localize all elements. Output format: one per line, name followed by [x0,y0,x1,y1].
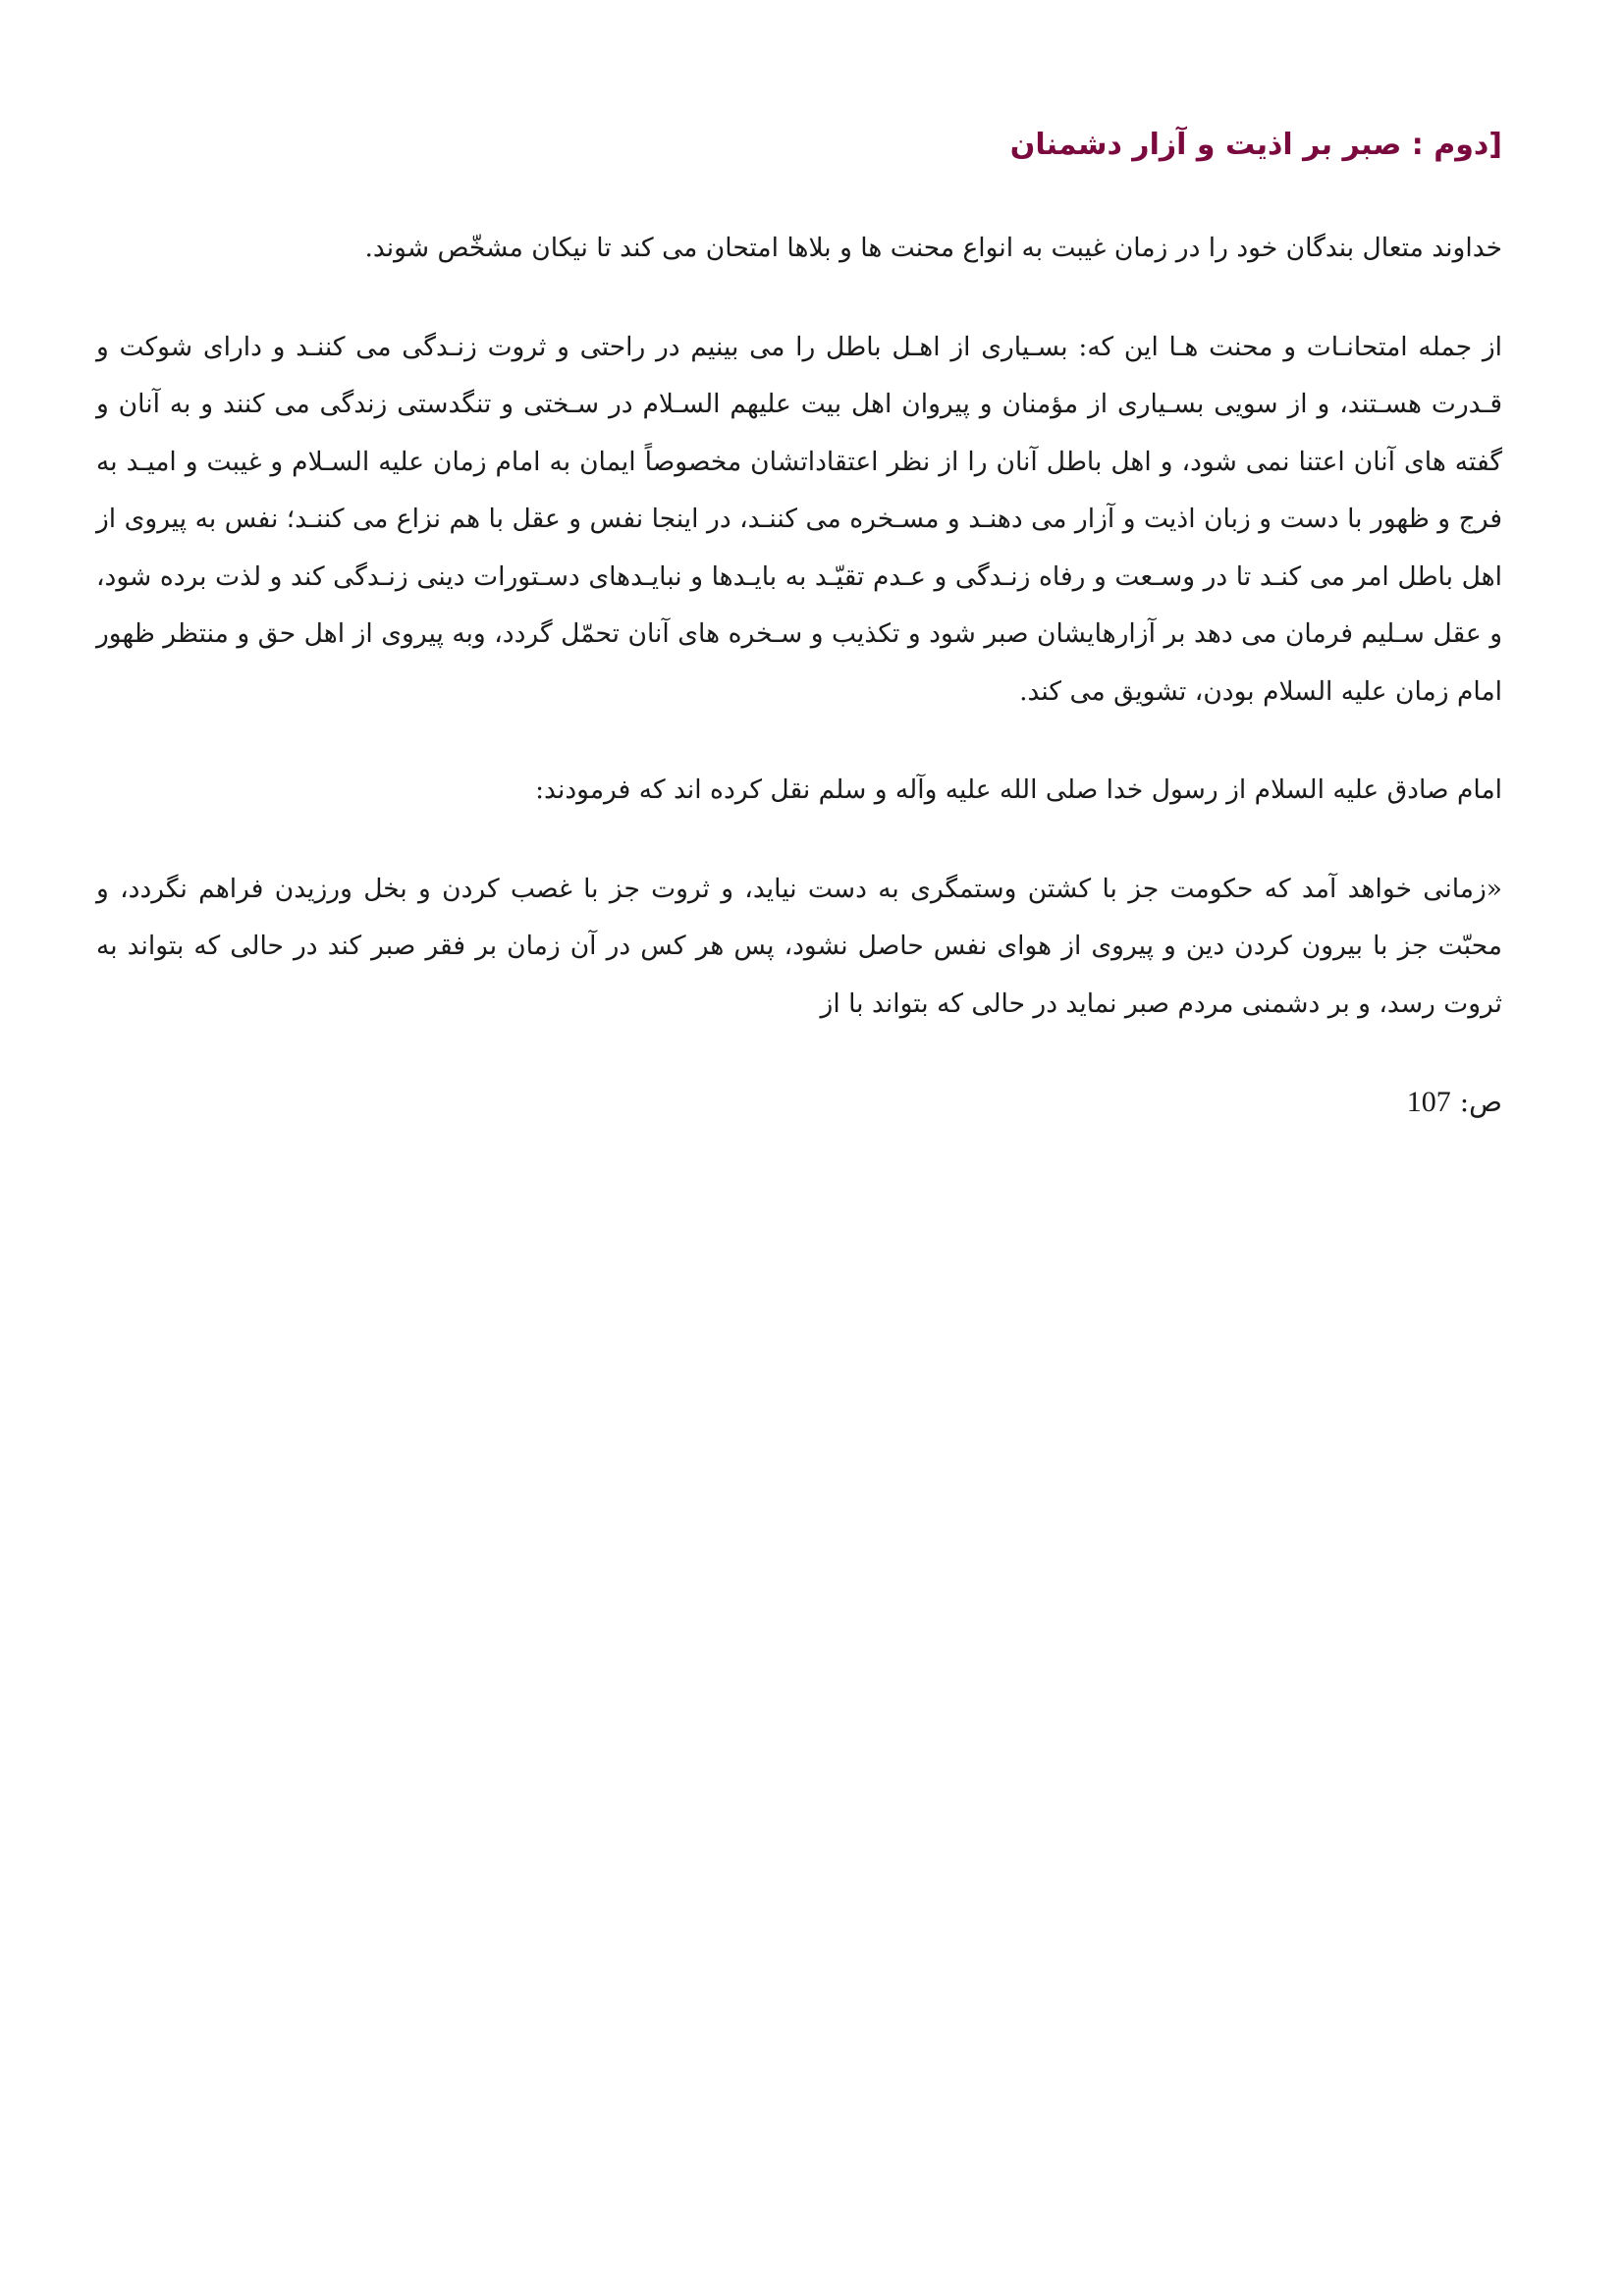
page-number-footer [96,1074,1502,1131]
document-page [96,116,1502,1131]
paragraph-narration-intro: امام صادق علیه السلام از رسول خدا صلی الله علیه وآله و سلم نقل کرده اند که فرمودند: [535,774,1502,805]
section-heading: [دوم : صبر بر اذیت و آزار دشمنان [1009,128,1502,162]
page-number: 107 [1406,1086,1451,1118]
paragraph-hadith-quote: «زمانی خواهد آمد که حکومت جز با کشتن وستمگری به دست نیاید، و ثروت جز با غصب کردن و بخل ورزیدن فراهم نگردد، و محبّت جز با بیرون کردن دین و پیروی از هوای نفس حاصل نشود، پس هر کس در آن زمان بر فقر صبر کند در حالی که بتواند به ثروت رسد، و بر دشمنی مردم صبر نماید در حالی که بتواند با از [96,873,1502,1019]
page-label: ص: [1459,1086,1502,1118]
paragraph-trials: از جمله امتحانـات و محنت هـا این که: بسـیاری از اهـل باطل را می بینیم در راحتی و ثروت زنـدگی می کننـد و دارای شوکت و قـدرت هسـتند، و از سویی بسـیاری از مؤمنان و پیروان اهل بیت علیهم السـلام در سـختی و تنگدستی زندگی می کنند و به آنان و گفته های آنان اعتنا نمی شود، و اهل باطل آنان را از نظر اعتقاداتشان مخصوصاً ایمان به امام زمان علیه السـلام و غیبت و امیـد به فرج و ظهور با دست و زبان اذیت و آزار می دهنـد و مسـخره می کننـد، در اینجا نفس و عقل با هم نزاع می کننـد؛ نفس به پیروی از اهل باطل امر می کنـد تا در وسـعت و رفاه زنـدگی و عـدم تقیّـد به بایـدها و نبایـدهای دسـتورات دینی زنـدگی کند و لذت برده شود، و عقل سـلیم فرمان می دهد بر آزارهایشان صبر شود و تکذیب و سـخره های آنان تحمّل گردد، وبه پیروی از اهل حق و منتظر ظهور امام زمان علیه السلام بودن، تشویق می کند. [96,331,1502,707]
paragraph-intro: خداوند متعال بندگان خود را در زمان غیبت به انواع محنت ها و بلاها امتحان می کند تا نیکان مشخّص شوند. [364,233,1502,263]
